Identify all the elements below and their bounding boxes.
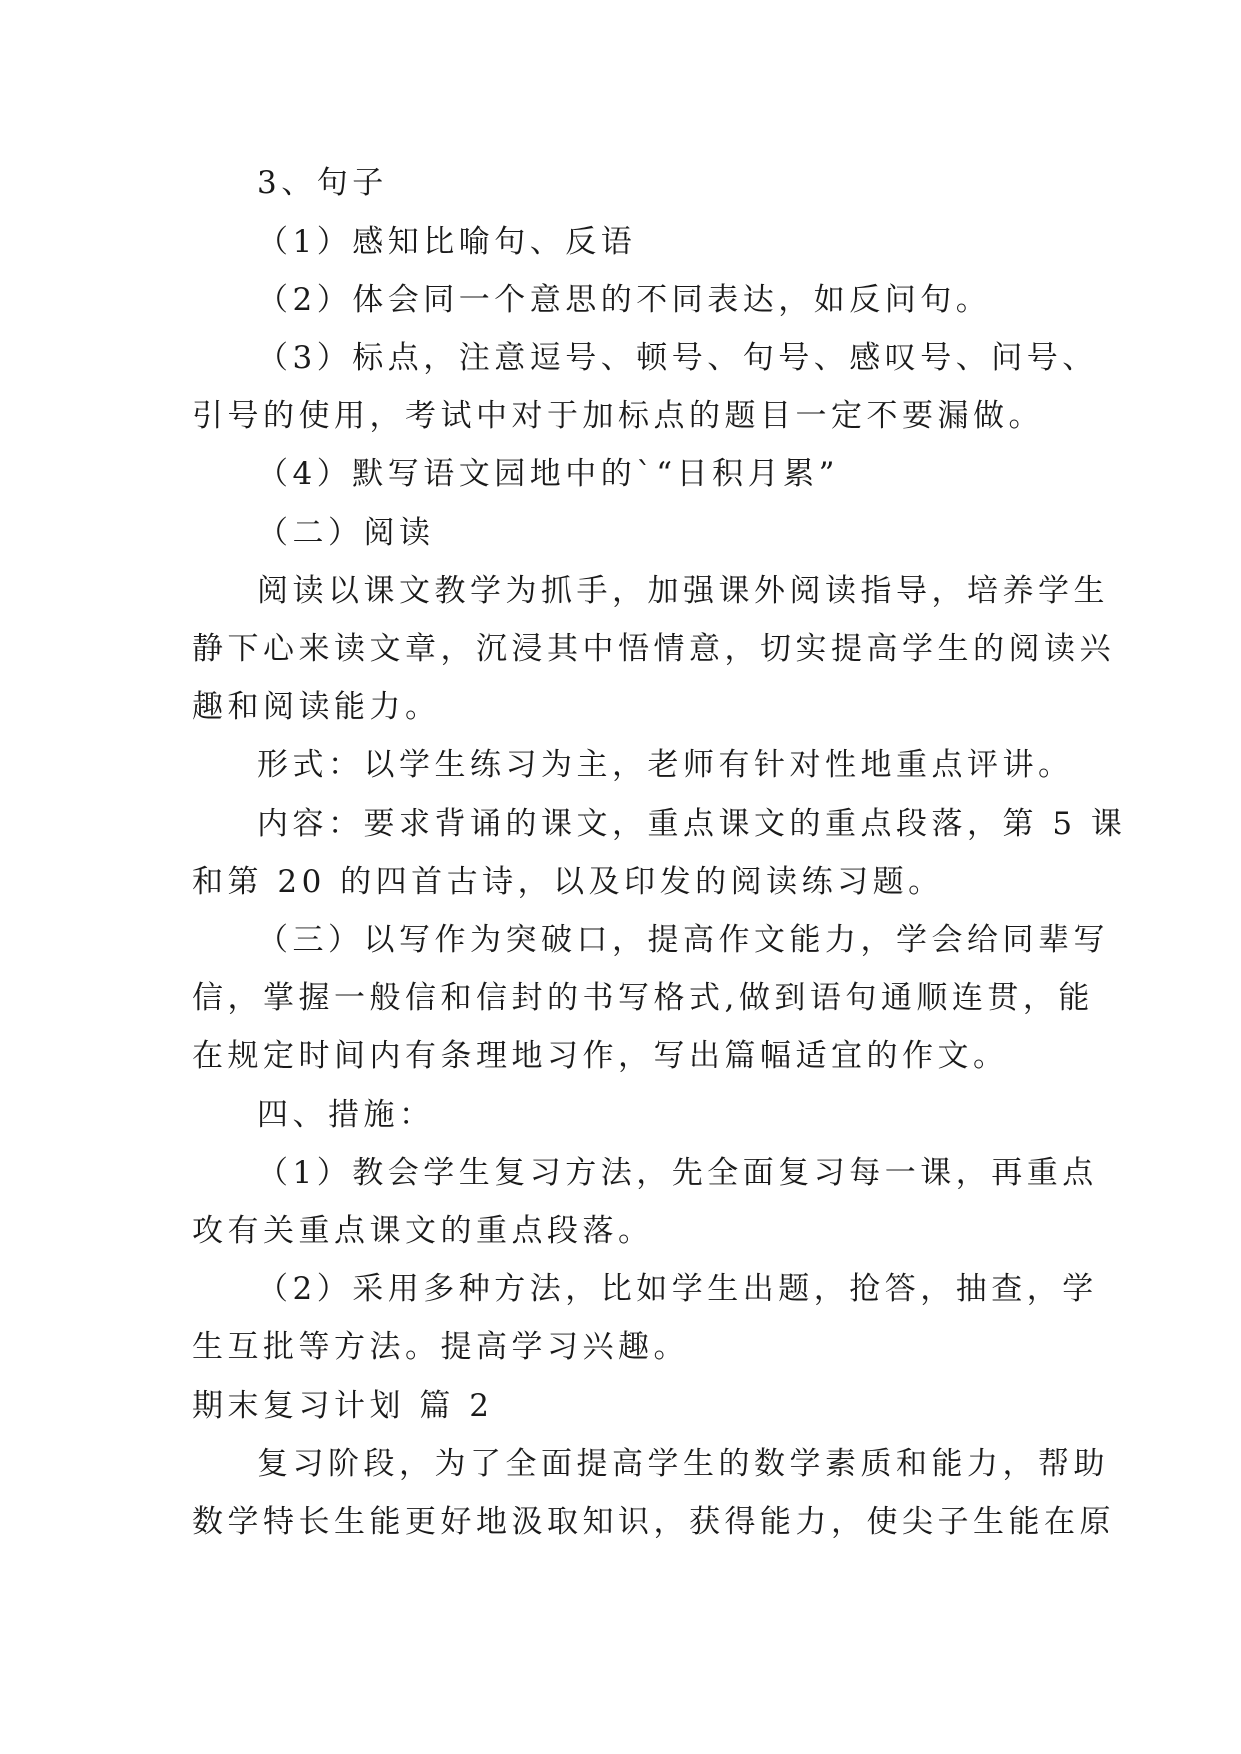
- paragraph-line: （三）以写作为突破口，提高作文能力，学会给同辈写: [257, 922, 1109, 958]
- paragraph-line: 信，掌握一般信和信封的书写格式,做到语句通顺连贯，能: [192, 980, 1094, 1016]
- paragraph-line: （1）教会学生复习方法，先全面复习每一课，再重点: [257, 1155, 1098, 1191]
- paragraph-line: （3）标点，注意逗号、顿号、句号、感叹号、问号、: [257, 340, 1098, 376]
- paragraph-line: 复习阶段，为了全面提高学生的数学素质和能力，帮助: [257, 1446, 1109, 1482]
- paragraph-line: （2）采用多种方法，比如学生出题，抢答，抽查，学: [257, 1271, 1098, 1307]
- section-heading-measures: 四、措施：: [257, 1097, 435, 1133]
- paragraph-line: 攻有关重点课文的重点段落。: [192, 1213, 654, 1249]
- paragraph-line: 和第 20 的四首古诗，以及印发的阅读练习题。: [192, 864, 944, 900]
- paragraph-line: 形式：以学生练习为主，老师有针对性地重点评讲。: [257, 747, 1074, 783]
- section-heading-reading: （二）阅读: [257, 515, 435, 551]
- paragraph-line: （1）感知比喻句、反语: [257, 224, 637, 260]
- section-heading-sentences: 3、句子: [257, 165, 388, 201]
- paragraph-line: 在规定时间内有条理地习作，写出篇幅适宜的作文。: [192, 1038, 1009, 1074]
- paragraph-line: （4）默写语文园地中的`“日积月累”: [257, 456, 839, 492]
- paragraph-line: 趣和阅读能力。: [192, 689, 441, 725]
- article-title: 期末复习计划 篇 2: [192, 1388, 494, 1424]
- paragraph-line: 静下心来读文章，沉浸其中悟情意，切实提高学生的阅读兴: [192, 631, 1115, 667]
- paragraph-line: 阅读以课文教学为抓手，加强课外阅读指导，培养学生: [257, 573, 1109, 609]
- paragraph-line: 内容：要求背诵的课文，重点课文的重点段落，第 5 课: [257, 806, 1127, 842]
- paragraph-line: 生互批等方法。提高学习兴趣。: [192, 1329, 689, 1365]
- paragraph-line: （2）体会同一个意思的不同表达，如反问句。: [257, 282, 992, 318]
- paragraph-line: 引号的使用，考试中对于加标点的题目一定不要漏做。: [192, 398, 1044, 434]
- paragraph-line: 数学特长生能更好地汲取知识，获得能力，使尖子生能在原: [192, 1504, 1115, 1540]
